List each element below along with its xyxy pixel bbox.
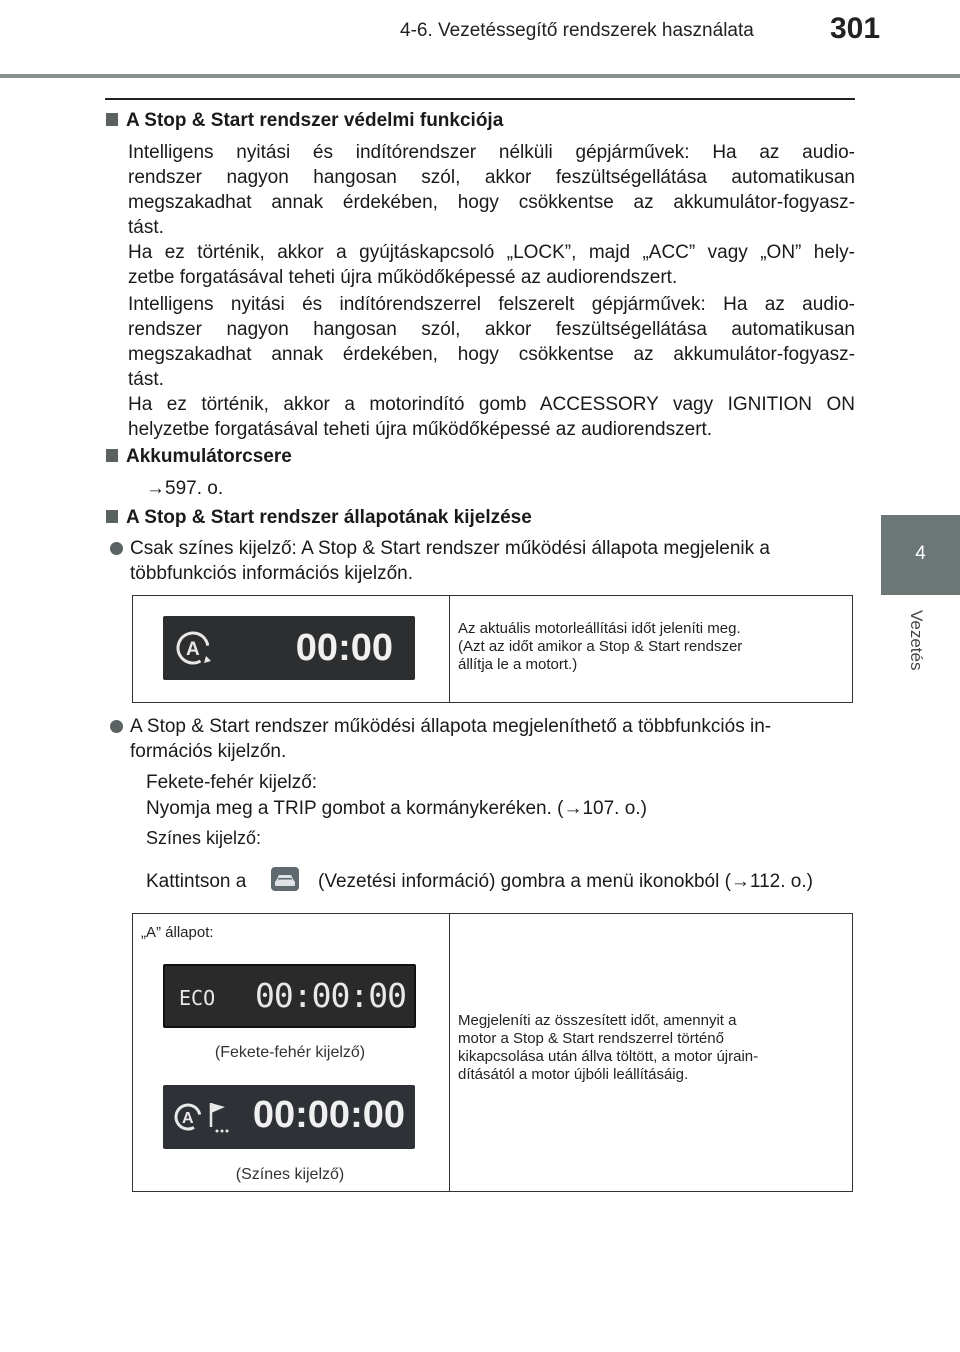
color-display-label: Színes kijelző: <box>146 828 262 848</box>
svg-text:A: A <box>186 639 200 660</box>
total-stop-time-table <box>132 913 853 1192</box>
bw-time-readout: 00:00:00 <box>255 976 406 1015</box>
bw-display-screen <box>163 964 416 1028</box>
section-title: A Stop & Start rendszer védelmi funkciója <box>126 110 504 131</box>
car-info-icon <box>270 866 300 892</box>
stop-time-image-cell <box>133 596 450 703</box>
chapter-title: 4-6. Vezetéssegítő rendszerek használata <box>400 20 754 41</box>
bullet-color-display <box>110 536 875 586</box>
text-line: rendszer nagyon hangosan szól, akkor feszültségellátása automatikusan <box>128 319 855 340</box>
text-line: Intelligens nyitási és indítórendszer nélküli gépjárművek: Ha az audio- <box>128 142 855 163</box>
bullet-dot-icon <box>110 720 123 733</box>
stop-time-description-cell <box>450 596 853 703</box>
header-rule <box>0 74 960 78</box>
bullet-text-line: A Stop & Start rendszer működési állapota megjeleníthető a többfunkciós in- <box>130 716 772 737</box>
bullet-text-line: többfunkciós információs kijelzőn. <box>130 563 414 584</box>
bullet-dot-icon <box>110 542 123 555</box>
auto-stop-a-icon <box>173 628 213 668</box>
text-line: megszakadhat annak érdekében, hogy csökkentse az akkumulátor-fogyasz- <box>128 192 855 213</box>
total-time-description-cell <box>450 914 853 1192</box>
section-square-icon <box>106 510 118 523</box>
click-prefix: Kattintson a <box>146 871 247 892</box>
description-line: (Azt az időt amikor a Stop & Start rendszer <box>458 638 743 655</box>
chapter-side-label <box>906 610 928 690</box>
chapter-side-tab <box>881 515 960 595</box>
click-suffix: (Vezetési információ) gombra a menü ikonokból (→112. o.) <box>318 871 813 892</box>
section-title: A Stop & Start rendszer állapotának kijelzése <box>126 507 532 528</box>
text-line: tást. <box>128 217 164 238</box>
eco-indicator: ECO <box>179 986 216 1010</box>
description-line: dításától a motor újbóli leállításáig. <box>458 1066 689 1083</box>
description-line: motor a Stop & Start rendszerrel történő <box>458 1030 724 1047</box>
driving-info-menu-icon[interactable] <box>270 866 300 892</box>
color-display-screen <box>163 616 415 680</box>
page-reference-link[interactable]: →597. o. <box>146 478 224 499</box>
stop-time-readout: 00:00 <box>295 627 393 669</box>
bw-caption: (Fekete-fehér kijelző) <box>214 1044 366 1061</box>
paragraph-smart-entry <box>128 292 855 442</box>
section-heading-protection <box>106 110 503 132</box>
color-caption: (Színes kijelző) <box>235 1166 345 1183</box>
chapter-number: 4 <box>915 543 926 564</box>
color-display-screen <box>163 1085 415 1149</box>
color-time-readout: 00:00:00 <box>252 1094 405 1136</box>
section-title: Akkumulátorcsere <box>126 446 292 467</box>
bw-instruction: Nyomja meg a TRIP gombot a kormánykeréken. (→107. o.) <box>146 798 647 819</box>
description-line: Az aktuális motorleállítási időt jeleníti meg. <box>458 620 741 637</box>
section-heading-status <box>106 507 532 529</box>
total-time-image-cell <box>133 914 450 1192</box>
bullet-text-line: formációs kijelzőn. <box>130 741 287 762</box>
text-line: Intelligens nyitási és indítórendszerrel felszerelt gépjárművek: Ha az audio- <box>128 294 855 315</box>
text-line: helyzetbe forgatásával teheti újra működőképessé az audiorendszert. <box>128 419 713 440</box>
stop-time-table <box>132 595 853 703</box>
section-square-icon <box>106 113 118 126</box>
text-line: Ha ez történik, akkor a motorindító gomb ACCESSORY vagy IGNITION ON <box>128 394 855 415</box>
page-number: 301 <box>830 12 881 45</box>
section-heading-battery <box>106 446 292 468</box>
text-line: zetbe forgatásával teheti újra működőképessé az audiorendszert. <box>128 267 678 288</box>
description-line: Megjeleníti az összesített időt, amennyit a <box>458 1012 737 1029</box>
text-line: rendszer nagyon hangosan szól, akkor feszültségellátása automatikusan <box>128 167 855 188</box>
text-line: Ha ez történik, akkor a gyújtáskapcsoló „LOCK”, majd „ACC” vagy „ON” hely- <box>128 242 855 263</box>
bullet-multi-info-display <box>110 714 875 764</box>
section-square-icon <box>106 449 118 462</box>
description-line: állítja le a motort.) <box>458 656 578 673</box>
description-line: kikapcsolása után állva töltött, a motor újrain- <box>458 1048 759 1065</box>
auto-stop-flag-icon <box>173 1095 237 1139</box>
content-rule <box>105 98 855 100</box>
text-line: tást. <box>128 369 164 390</box>
chapter-label: Vezetés <box>907 610 926 671</box>
text-line: megszakadhat annak érdekében, hogy csökkentse az akkumulátor-fogyasz- <box>128 344 855 365</box>
paragraph-no-smart-entry <box>128 140 855 290</box>
state-label: „A” állapot: <box>141 924 214 941</box>
svg-text:A: A <box>182 1110 194 1127</box>
bullet-text-line: Csak színes kijelző: A Stop & Start rendszer működési állapota megjelenik a <box>130 538 770 559</box>
bw-display-label: Fekete-fehér kijelző: <box>146 772 318 793</box>
